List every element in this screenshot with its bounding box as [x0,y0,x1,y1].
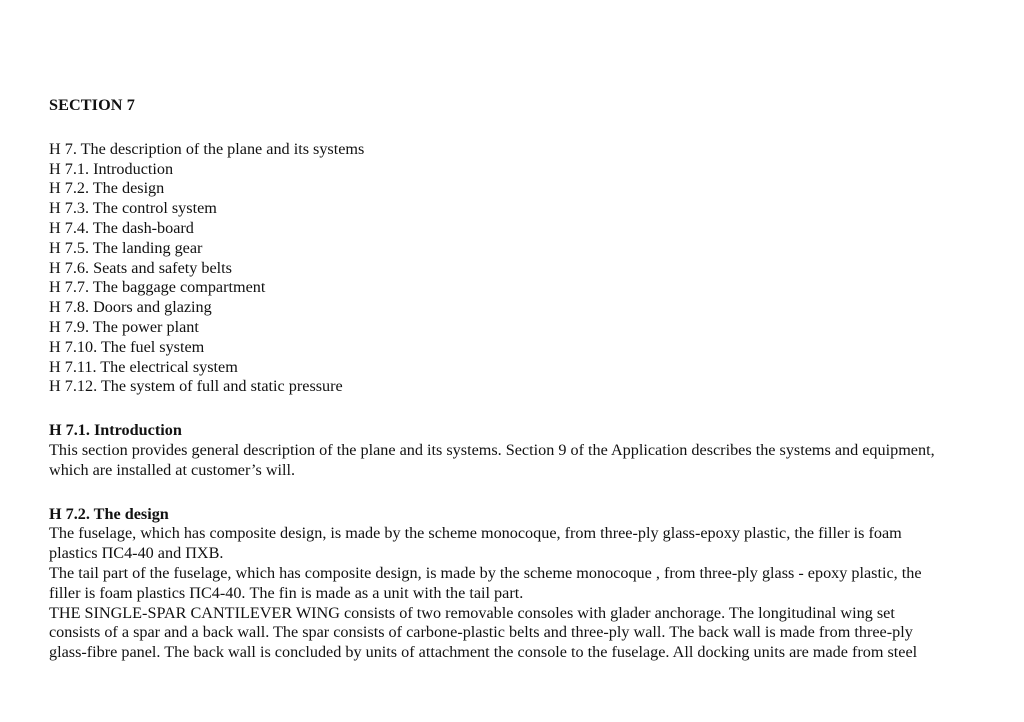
toc-item: H 7.5. The landing gear [49,238,203,257]
design-paragraph [49,524,999,663]
toc-item: H 7.10. The fuel system [49,337,205,356]
document-page [49,96,999,687]
toc-item: H 7.11. The electrical system [49,357,238,376]
section-title: SECTION 7 [49,96,135,114]
toc-item: H 7.4. The dash-board [49,218,194,237]
toc-item: H 7.2. The design [49,179,165,198]
paragraph-line: plastics ПС4-40 and ПХВ. [49,544,224,563]
design-heading: H 7.2. The design [49,504,169,523]
toc-item: H 7. The description of the plane and its systems [49,139,365,158]
toc-item: H 7.1. Introduction [49,159,174,178]
paragraph-line: which are installed at customer’s will. [49,460,296,479]
toc-item: H 7.6. Seats and safety belts [49,258,232,277]
introduction-section [49,421,999,480]
toc-item: H 7.7. The baggage compartment [49,278,266,297]
paragraph-line: glass-fibre panel. The back wall is concluded by units of attachment the console to the fuselage. All docking units are made from steel [49,643,918,662]
table-of-contents [49,140,999,397]
introduction-heading: H 7.1. Introduction [49,421,182,440]
paragraph-line: This section provides general description of the plane and its systems. Section 9 of the Application describes the systems and equipment, [49,440,935,459]
introduction-paragraph [49,441,999,481]
toc-item: H 7.9. The power plant [49,317,199,336]
paragraph-line: The tail part of the fuselage, which has composite design, is made by the scheme monocoque , from three-ply glass - epoxy plastic, the [49,563,922,582]
design-section [49,505,999,663]
paragraph-line: The fuselage, which has composite design, is made by the scheme monocoque, from three-ply glass-epoxy plastic, the filler is foam [49,524,902,543]
paragraph-line: filler is foam plastics ПС4-40. The fin is made as a unit with the tail part. [49,583,524,602]
toc-item: H 7.12. The system of full and static pressure [49,377,343,396]
paragraph-line: consists of a spar and a back wall. The spar consists of carbone-plastic belts and three-ply wall. The back wall is made from three-ply [49,623,913,642]
toc-item: H 7.3. The control system [49,199,217,218]
toc-item: H 7.8. Doors and glazing [49,298,212,317]
paragraph-line: THE SINGLE-SPAR CANTILEVER WING consists of two removable consoles with glader anchorage. The longitudinal wing set [49,603,895,622]
